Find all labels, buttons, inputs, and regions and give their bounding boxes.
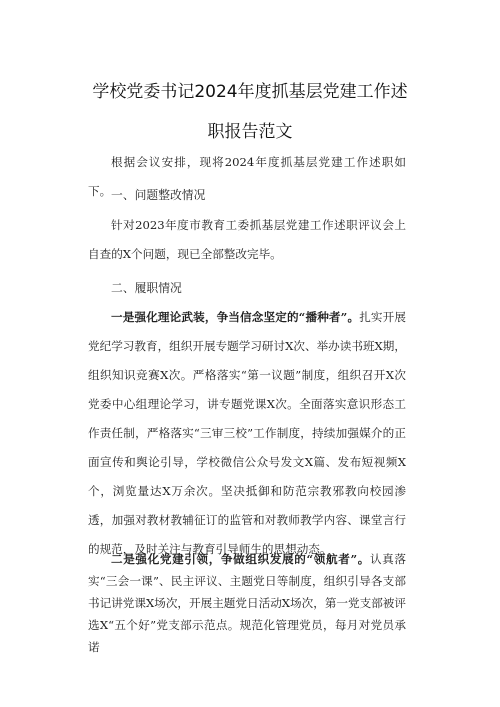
item2-paragraph	[88, 548, 406, 658]
section2-heading: 二、履职情况	[111, 281, 182, 295]
item2-heading: 二是强化党建引领，争做组织发展的“领航者”。	[111, 552, 370, 566]
item1-heading: 一是强化理论武装，争当信念坚定的“播种者”。	[111, 310, 360, 324]
item1-body: 扎实开展党纪学习教育，组织开展专题学习研讨X次、举办读书班X期，组织知识竞赛X次。严格落实“第一议题”制度，组织召开X次党委中心组理论学习，讲专题党课X次。全面落实意识形态工作责任制，严格落实“三审三校”工作制度，持续加强媒介的正面宣传和舆论引导，学校微信公众号发文X篇、发布短视频X个，浏览量达X万余次。坚决抵御和防范宗教邪教向校园渗透，加强对教材教辅征订的监管和对教师教学内容、课堂言行的规范，及时关注与教育引导师生的思想动态。	[88, 310, 406, 556]
document-title-line2: 职报告范文	[207, 122, 293, 142]
intro-paragraph: 根据会议安排，现将2024年度抓基层党建工作述职如下。	[88, 155, 406, 198]
document-title-line1: 学校党委书记2024年度抓基层党建工作述	[92, 82, 408, 102]
section1-heading: 一、问题整改情况	[111, 188, 206, 202]
item1-paragraph	[88, 303, 406, 564]
item2-body: 认真落实“三会一课”、民主评议、主题党日等制度，组织引导各支部书记讲党课X场次，开展主题党日活动X场次，第一党支部被评选X“五个好”党支部示范点。规范化管理党员，每月对党员承诺	[88, 552, 406, 654]
section1-paragraph: 针对2023年度市教育工委抓基层党建工作述职评议会上自查的X个问题，现已全部整改完毕。	[88, 218, 406, 261]
